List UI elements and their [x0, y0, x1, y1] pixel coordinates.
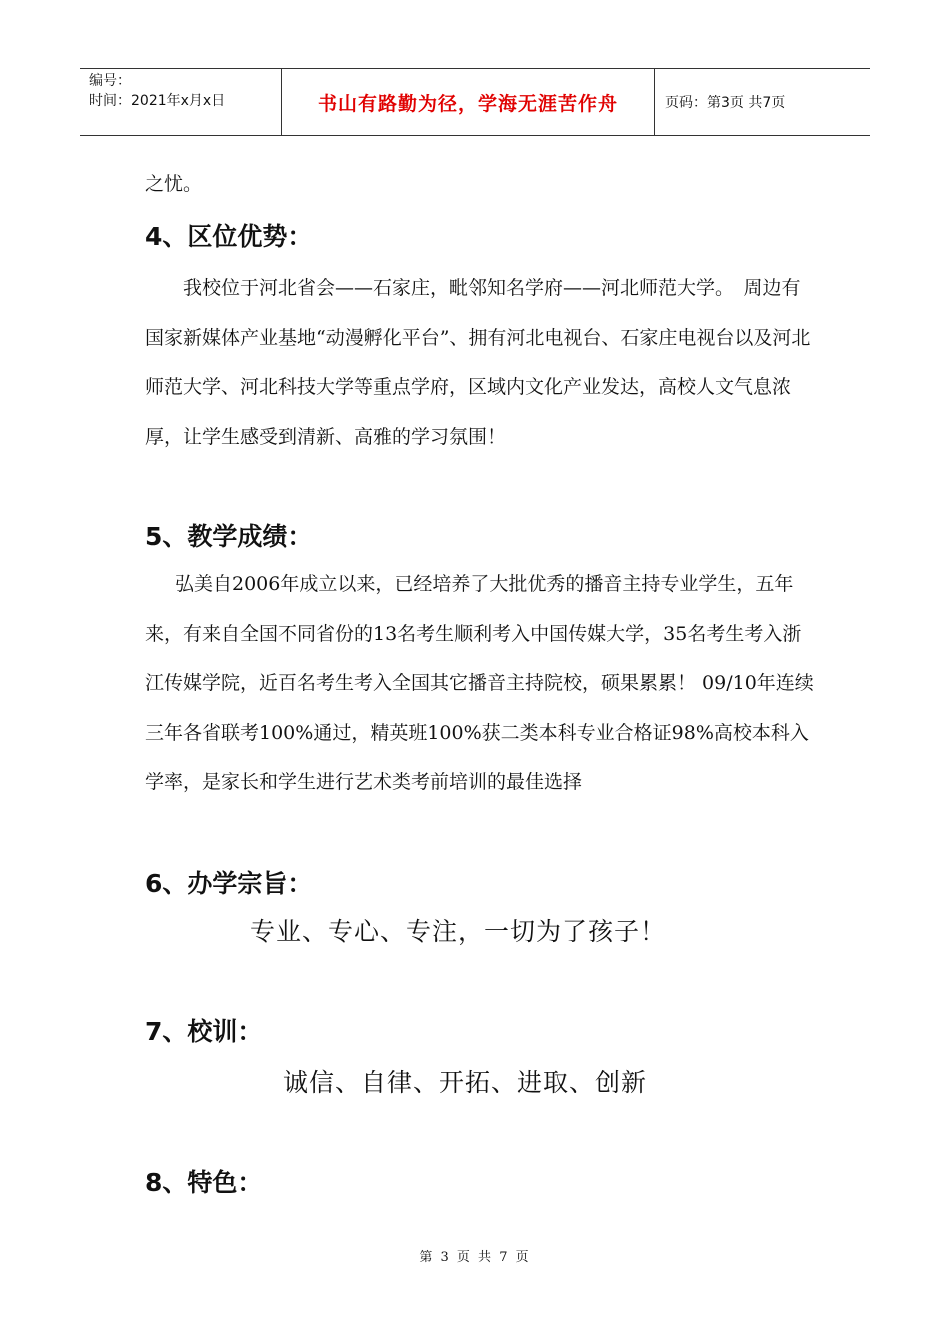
section-5-paragraph: 弘美自2006年成立以来，已经培养了大批优秀的播音主持专业学生，五年来，有来自全国不同省份的13名考生顺利考入中国传媒大学，35名考生考入浙江传媒学院，近百名考生考入全国其它播音主持院校，硕果累累！ 09/10年连续三年各省联考100%通过，精英班100%获二类本科专业合格证98%高校本科入学率，是家长和学生进行艺术类考前培训的最佳选择 [145, 573, 814, 793]
section-7-heading: 7、校训： [145, 1017, 263, 1046]
header-meta-cell [80, 69, 282, 135]
document-number-label: 编号： [89, 73, 131, 89]
section-4-heading: 4、区位优势： [145, 222, 313, 251]
header-motto-cell [282, 69, 655, 135]
header-page-cell [655, 69, 870, 135]
section-4-paragraph: 我校位于河北省会——石家庄，毗邻知名学府——河北师范大学。 周边有国家新媒体产业基地“动漫孵化平台”、拥有河北电视台、石家庄电视台以及河北师范大学、河北科技大学等重点学府，区域内文化产业发达，高校人文气息浓厚，让学生感受到清新、高雅的学习氛围！ [145, 277, 811, 448]
section-5-heading: 5、教学成绩： [145, 522, 313, 551]
section-8-heading: 8、特色： [145, 1168, 263, 1197]
page-footer: 第 3 页 共 7 页 [419, 1250, 531, 1265]
header-motto: 书山有路勤为径，学海无涯苦作舟 [317, 92, 618, 115]
header-page-number: 页码：第3页 共7页 [665, 95, 786, 111]
school-motto-text: 诚信、自律、开拓、进取、创新 [283, 1068, 648, 1097]
intro-tail-text: 之忧。 [145, 173, 203, 195]
section-6-heading: 6、办学宗旨： [145, 869, 313, 898]
page-header [80, 68, 870, 136]
document-date-label: 时间：2021年x月x日 [89, 93, 226, 109]
school-purpose-text: 专业、专心、专注，一切为了孩子！ [250, 917, 667, 946]
